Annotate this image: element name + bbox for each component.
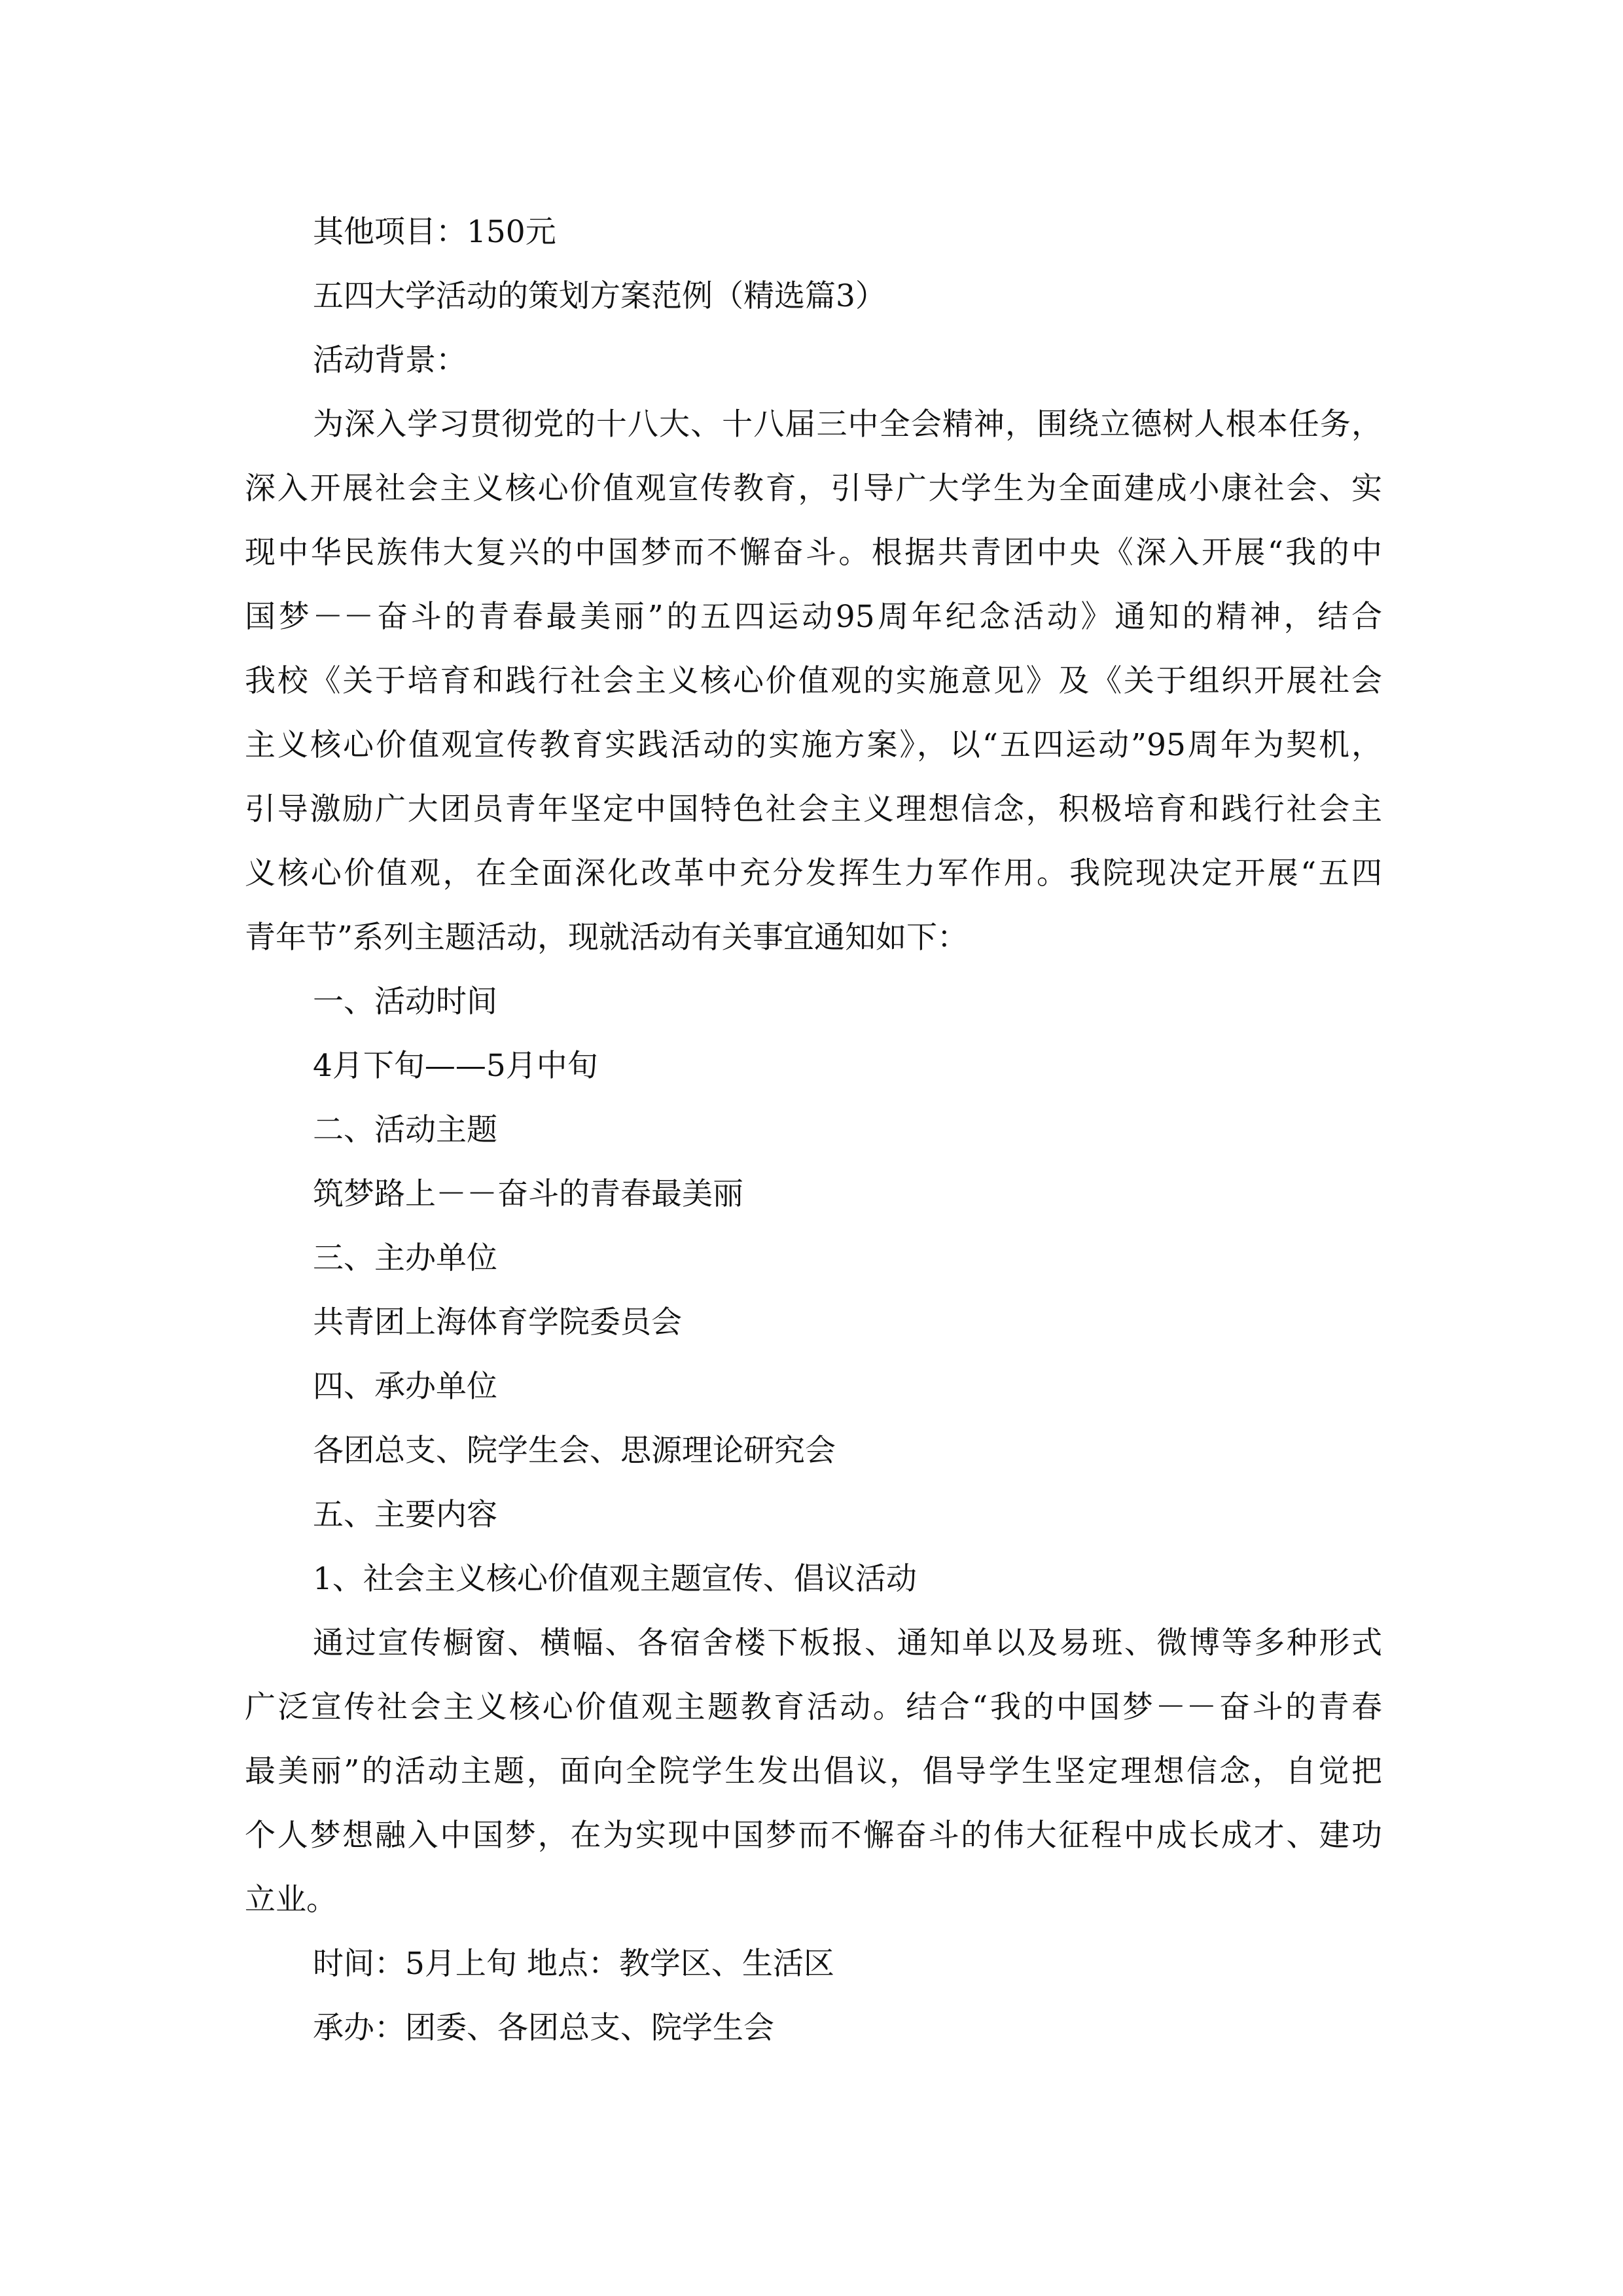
text-line: 共青团上海体育学院委员会 [313,1304,682,1340]
text-line: 主义核心价值观宣传教育实践活动的实施方案》，以“五四运动”95周年为契机， [245,727,1382,763]
text-line: 筑梦路上－－奋斗的青春最美丽 [313,1176,743,1212]
text-line: 义核心价值观，在全面深化改革中充分发挥生力军作用。我院现决定开展“五四 [245,855,1382,891]
text-line: 引导激励广大团员青年坚定中国特色社会主义理想信念，积极培育和践行社会主 [245,791,1382,827]
text-line: 三、主办单位 [313,1240,497,1276]
text-line: 通过宣传橱窗、横幅、各宿舍楼下板报、通知单以及易班、微博等多种形式 [313,1625,1382,1661]
text-line: 国梦－－奋斗的青春最美丽”的五四运动95周年纪念活动》通知的精神，结合 [245,599,1382,635]
text-line: 个人梦想融入中国梦，在为实现中国梦而不懈奋斗的伟大征程中成长成才、建功 [245,1818,1382,1854]
text-line: 1、社会主义核心价值观主题宣传、倡议活动 [313,1561,917,1597]
text-line: 各团总支、院学生会、思源理论研究会 [313,1433,836,1469]
text-line: 最美丽”的活动主题，面向全院学生发出倡议，倡导学生坚定理想信念，自觉把 [245,1753,1382,1789]
text-line: 承办：团委、各团总支、院学生会 [313,2010,774,2046]
text-line: 四、承办单位 [313,1369,497,1405]
text-line: 为深入学习贯彻党的十八大、十八届三中全会精神，围绕立德树人根本任务， [313,406,1382,442]
text-line: 活动背景： [313,342,467,378]
text-line: 其他项目：150元 [313,214,556,250]
text-line: 五四大学活动的策划方案范例（精选篇3） [313,278,886,314]
text-line: 现中华民族伟大复兴的中国梦而不懈奋斗。根据共青团中央《深入开展“我的中 [245,535,1382,571]
text-line: 五、主要内容 [313,1497,497,1533]
text-line: 我校《关于培育和践行社会主义核心价值观的实施意见》及《关于组织开展社会 [245,663,1382,699]
document-body [245,200,1382,2060]
text-line: 二、活动主题 [313,1112,497,1148]
text-line: 立业。 [245,1882,337,1918]
text-line: 一、活动时间 [313,984,497,1020]
text-line: 4月下旬——5月中旬 [313,1048,598,1084]
text-line: 深入开展社会主义核心价值观宣传教育，引导广大学生为全面建成小康社会、实 [245,471,1382,507]
text-line: 时间：5月上旬 地点：教学区、生活区 [313,1946,834,1982]
text-line: 青年节”系列主题活动，现就活动有关事宜通知如下： [245,920,969,956]
text-line: 广泛宣传社会主义核心价值观主题教育活动。结合“我的中国梦－－奋斗的青春 [245,1689,1382,1725]
